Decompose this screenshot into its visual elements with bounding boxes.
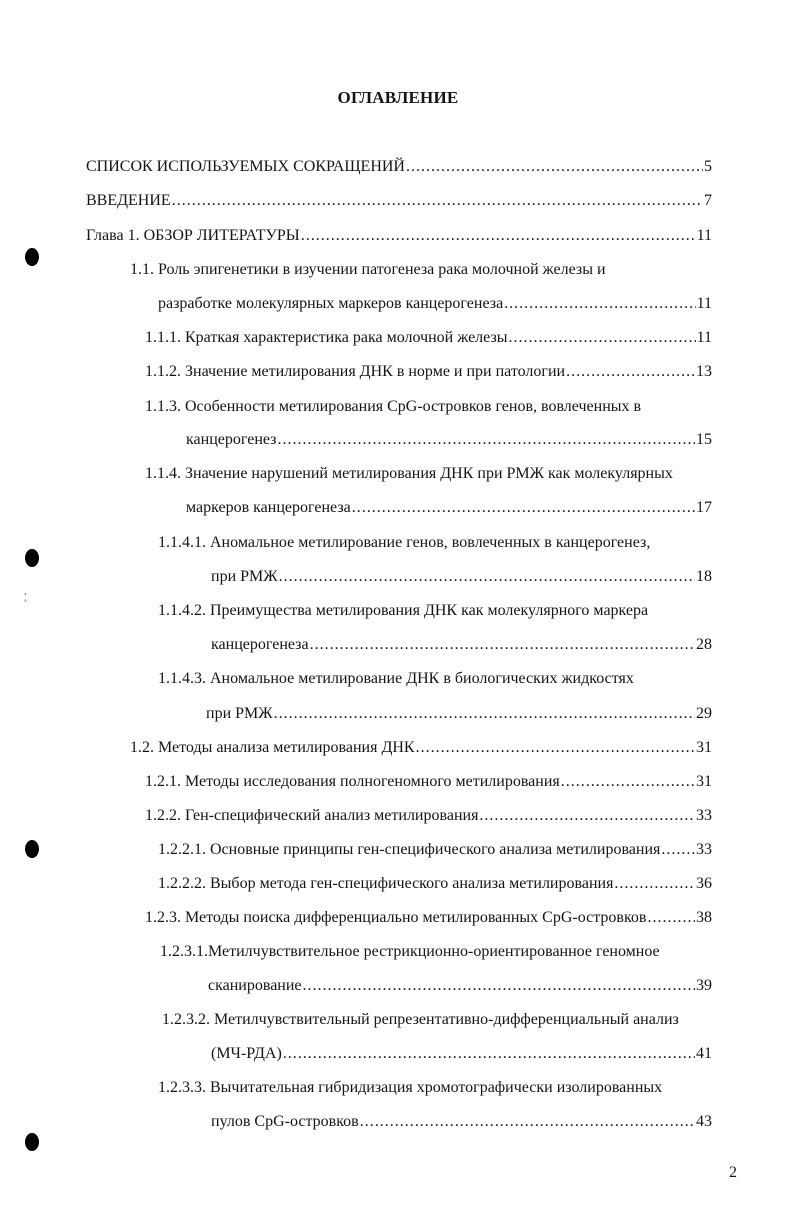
toc-entry xyxy=(158,600,648,622)
toc-leader xyxy=(283,1043,695,1065)
toc-entry-page: 33 xyxy=(696,807,712,824)
toc-entry-page: 15 xyxy=(696,431,712,448)
toc-entry-page: 11 xyxy=(696,295,712,312)
toc-entry-text: разработке молекулярных маркеров канцерогенеза xyxy=(158,295,504,312)
toc-entry-text: 1.1.4.3. Аномальное метилирование ДНК в биологических жидкостях xyxy=(158,670,634,687)
toc-entry xyxy=(211,1111,712,1133)
toc-entry-page: 41 xyxy=(696,1045,712,1062)
toc-entry xyxy=(158,1077,662,1099)
toc-entry xyxy=(211,634,712,656)
toc-entry xyxy=(158,532,650,554)
toc-entry xyxy=(160,941,660,963)
toc-entry xyxy=(211,1043,712,1065)
toc-entry-page: 43 xyxy=(696,1113,712,1130)
toc-entry-page: 18 xyxy=(696,568,712,585)
toc-leader xyxy=(661,839,695,861)
toc-entry-page: 5 xyxy=(704,158,712,175)
toc-leader xyxy=(301,225,696,247)
toc-leader xyxy=(360,1111,695,1133)
toc-entry xyxy=(130,737,712,759)
toc-entry-text: 1.1.1. Краткая характеристика рака молочной железы xyxy=(145,329,508,346)
toc-entry-text: 1.1.3. Особенности метилирования CpG-островков генов, вовлеченных в xyxy=(145,398,642,415)
toc-entry-text: 1.1. Роль эпигенетики в изучении патогенеза рака молочной железы и xyxy=(130,261,606,278)
toc-entry-text: 1.2.2.2. Выбор метода ген-специфического анализа метилирования xyxy=(158,875,614,892)
toc-leader xyxy=(352,497,695,519)
page-title: ОГЛАВЛЕНИЕ xyxy=(337,88,459,107)
toc-entry-page: 31 xyxy=(696,773,712,790)
toc-leader xyxy=(479,805,695,827)
toc-leader xyxy=(566,361,695,383)
toc-entry-page: 33 xyxy=(696,841,712,858)
toc-entry xyxy=(86,156,712,178)
toc-entry-text: при РМЖ xyxy=(206,705,273,722)
binder-hole-mark xyxy=(25,1133,39,1151)
toc-entry-page: 7 xyxy=(704,192,712,209)
toc-leader xyxy=(509,327,696,349)
toc-entry-text: 1.2.1. Методы исследования полногеномного метилирования xyxy=(145,773,560,790)
toc-entry-page: 36 xyxy=(696,875,712,892)
toc-entry xyxy=(145,771,712,793)
toc-leader xyxy=(274,703,695,725)
binder-hole-mark xyxy=(25,248,39,266)
toc-entry xyxy=(186,497,712,519)
toc-entry-text: 1.2.2.1. Основные принципы ген-специфического анализа метилирования xyxy=(158,841,661,858)
toc-leader xyxy=(416,737,695,759)
toc-entry xyxy=(145,361,712,383)
scan-speck: ’, xyxy=(19,591,30,604)
toc-entry-text: Глава 1. ОБЗОР ЛИТЕРАТУРЫ xyxy=(86,227,300,244)
toc-entry-text: ВВЕДЕНИЕ xyxy=(86,192,171,209)
toc-leader xyxy=(504,293,695,315)
toc-entry-text: 1.2.2. Ген-специфический анализ метилирования xyxy=(145,807,479,824)
toc-entry-page: 11 xyxy=(696,329,712,346)
toc-entry xyxy=(145,327,712,349)
toc-entry xyxy=(206,703,712,725)
toc-leader xyxy=(406,156,703,178)
toc-entry xyxy=(158,668,634,690)
toc-entry-text: пулов CpG-островков xyxy=(211,1113,359,1130)
toc-entry-text: канцерогенеза xyxy=(211,636,309,653)
toc-entry-text: при РМЖ xyxy=(211,568,278,585)
toc-entry-text: 1.2.3.2. Метилчувствительный репрезентативно-дифференциальный анализ xyxy=(162,1011,679,1028)
toc-entry xyxy=(162,1009,679,1031)
toc-entry-text: 1.2.3.1.Метилчувствительное рестрикционно-ориентированное геномное xyxy=(160,943,660,960)
toc-entry xyxy=(86,225,712,247)
toc-entry xyxy=(145,907,712,929)
toc-entry xyxy=(211,566,712,588)
toc-entry-page: 38 xyxy=(696,909,712,926)
toc-entry xyxy=(145,805,712,827)
toc-entry-text: сканирование xyxy=(208,977,302,994)
toc-entry xyxy=(145,463,673,485)
page-number: 2 xyxy=(729,1164,737,1181)
toc-entry xyxy=(208,975,712,997)
toc-entry xyxy=(158,293,712,315)
toc-leader xyxy=(278,429,696,451)
toc-entry-text: (МЧ-РДА) xyxy=(211,1045,282,1062)
toc-entry xyxy=(186,429,712,451)
toc-entry-text: маркеров канцерогенеза xyxy=(186,499,351,516)
toc-leader xyxy=(647,907,695,929)
toc-entry-page: 13 xyxy=(696,363,712,380)
toc-leader xyxy=(310,634,695,656)
toc-entry-page: 17 xyxy=(696,499,712,516)
toc-leader xyxy=(614,873,695,895)
toc-leader xyxy=(279,566,695,588)
toc-entry-text: 1.1.4. Значение нарушений метилирования ДНК при РМЖ как молекулярных xyxy=(145,465,673,482)
toc-entry-text: канцерогенез xyxy=(186,431,277,448)
toc-entry-page: 11 xyxy=(696,227,712,244)
toc-entry-page: 39 xyxy=(696,977,712,994)
toc-entry-page: 28 xyxy=(696,636,712,653)
toc-entry xyxy=(145,396,641,418)
toc-entry-text: 1.1.2. Значение метилирования ДНК в норме и при патологии xyxy=(145,363,566,380)
toc-entry xyxy=(130,259,606,281)
toc-entry-text: 1.2. Методы анализа метилирования ДНК xyxy=(130,739,415,756)
binder-hole-mark xyxy=(25,549,39,567)
toc-entry xyxy=(86,190,712,212)
toc-leader xyxy=(172,190,703,212)
binder-hole-mark xyxy=(25,840,39,858)
toc-entry-text: 1.1.4.1. Аномальное метилирование генов, вовлеченных в канцерогенез, xyxy=(158,534,651,551)
toc-leader xyxy=(561,771,695,793)
toc-entry xyxy=(158,873,712,895)
toc-entry-text: 1.2.3. Методы поиска дифференциально метилированных CpG-островков xyxy=(145,909,647,926)
toc-entry-page: 31 xyxy=(696,739,712,756)
toc-entry xyxy=(158,839,712,861)
toc-entry-text: 1.1.4.2. Преимущества метилирования ДНК как молекулярного маркера xyxy=(158,602,649,619)
toc-entry-text: 1.2.3.3. Вычитательная гибридизация хромотографически изолированных xyxy=(158,1079,663,1096)
toc-entry-text: СПИСОК ИСПОЛЬЗУЕМЫХ СОКРАЩЕНИЙ xyxy=(86,158,405,175)
toc-leader xyxy=(303,975,695,997)
toc-entry-page: 29 xyxy=(696,705,712,722)
